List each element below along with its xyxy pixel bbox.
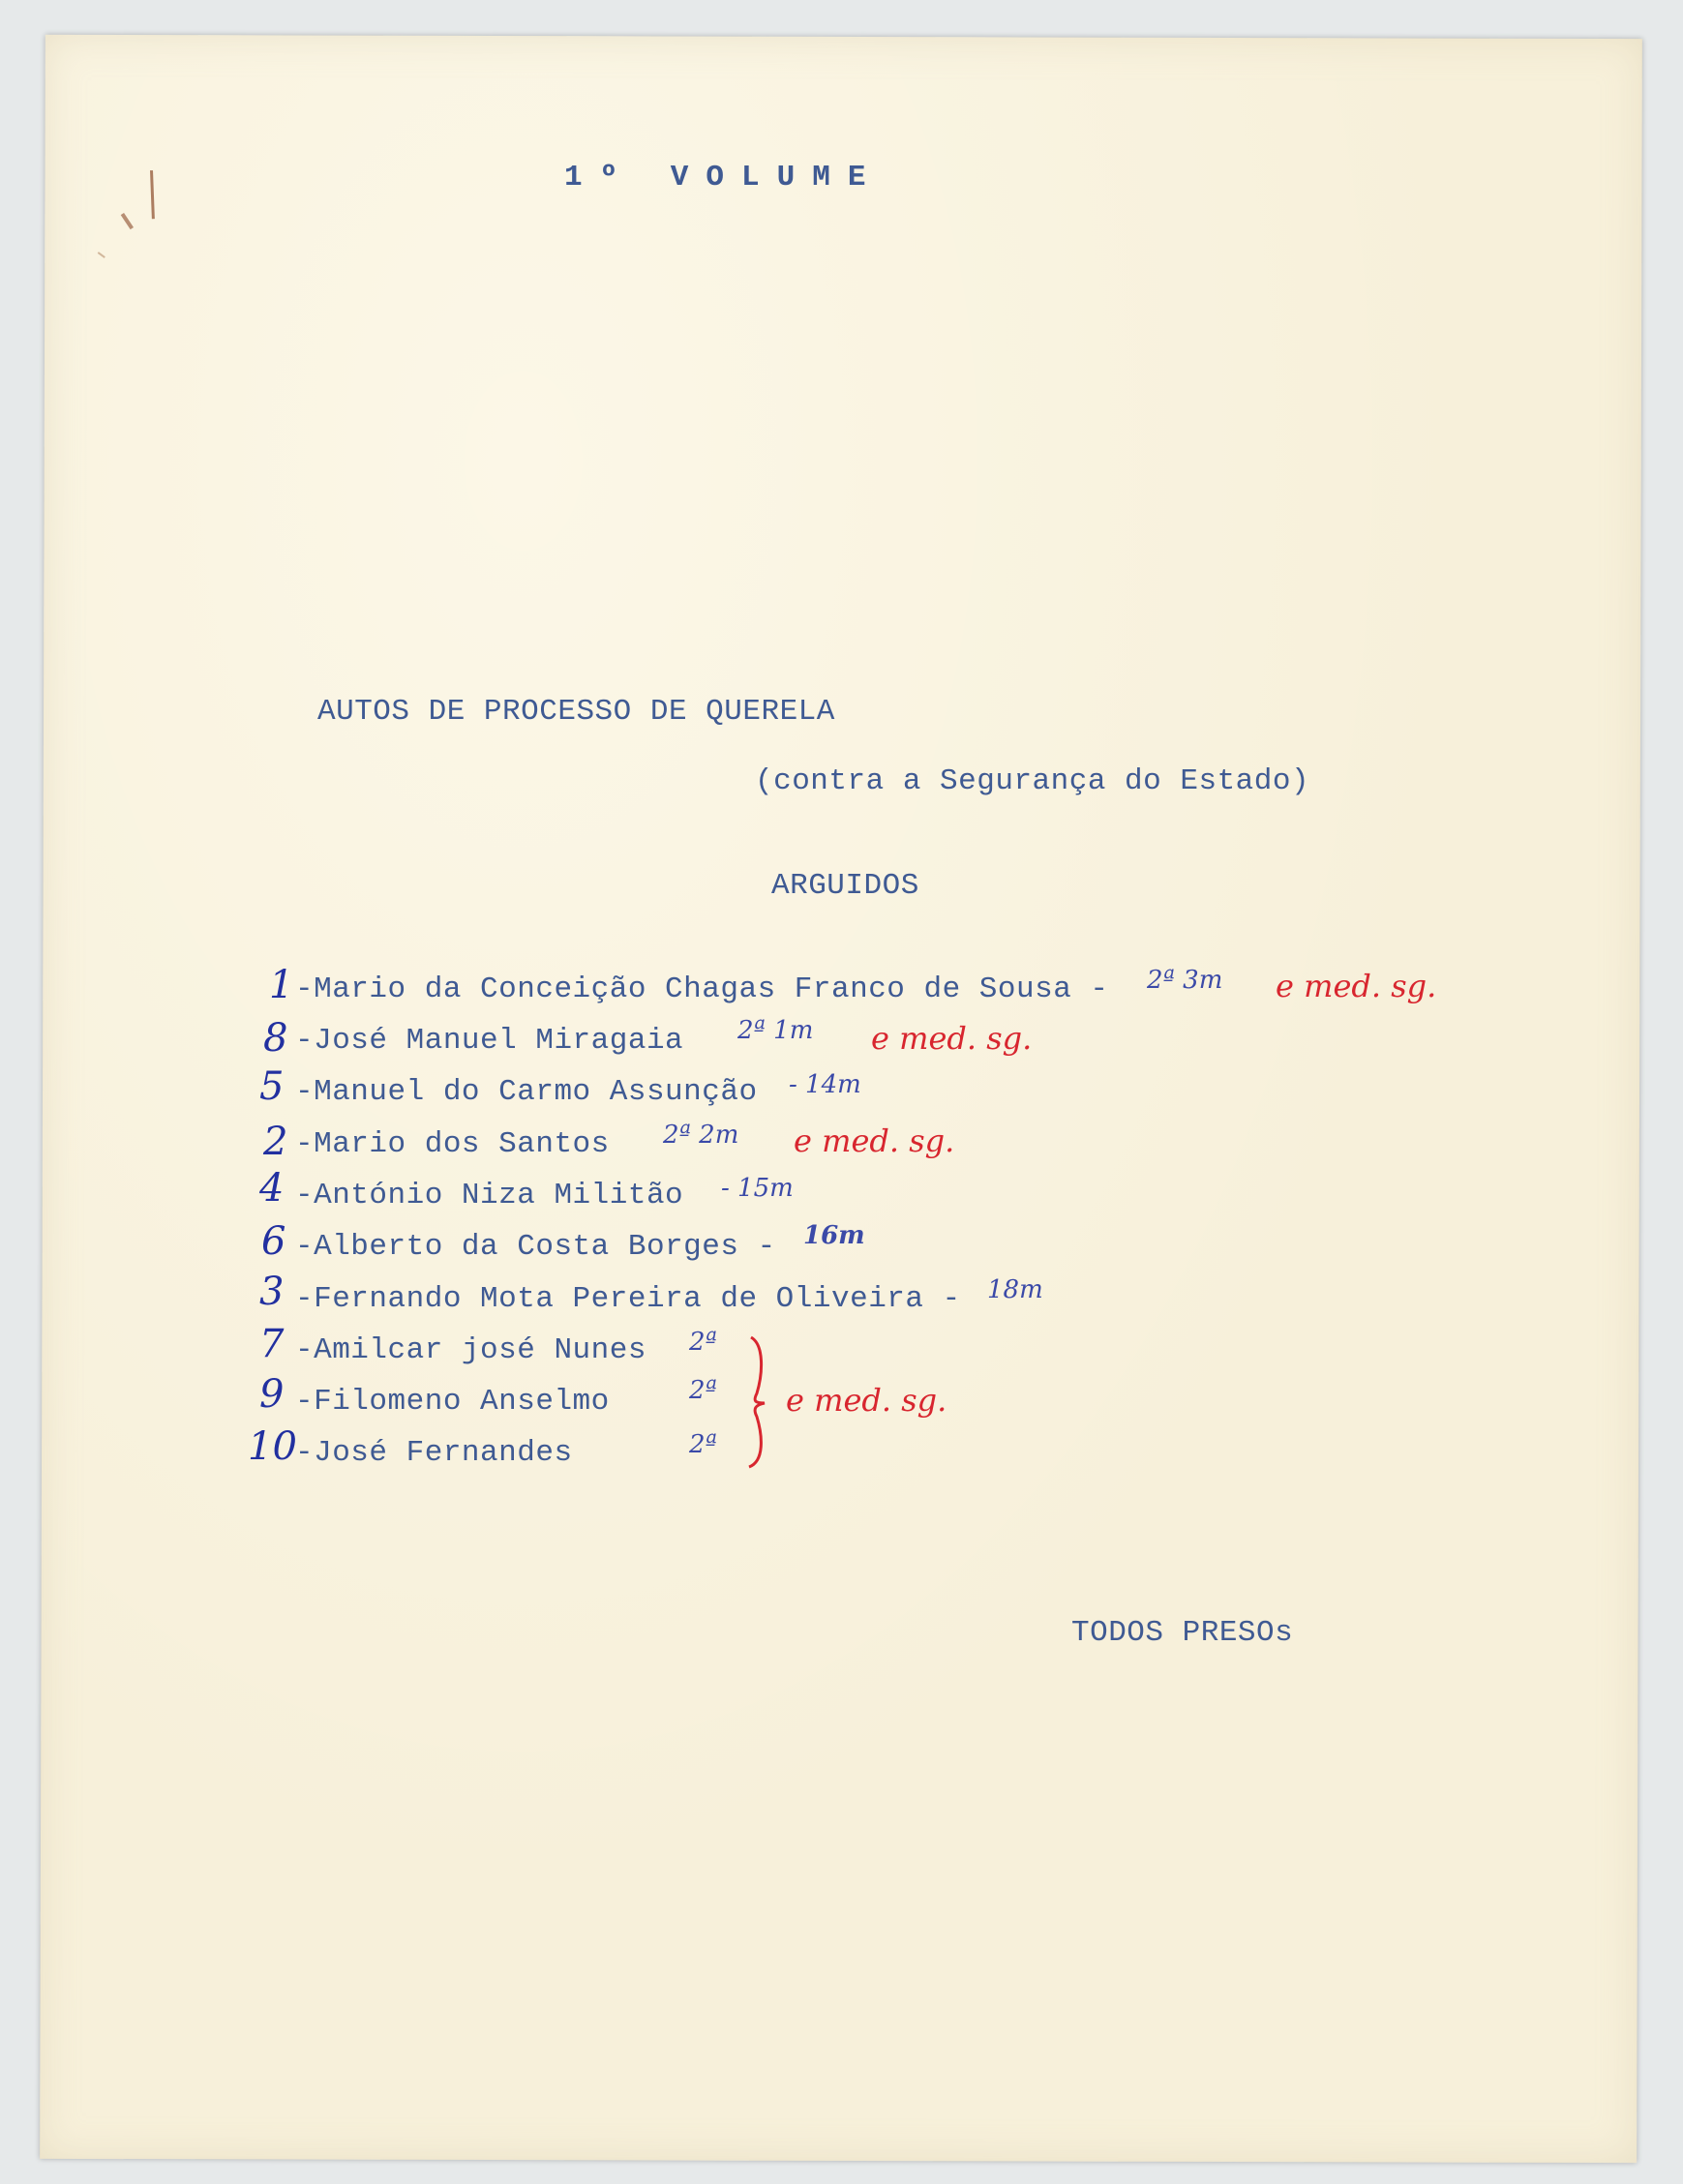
defendant-name: -Alberto da Costa Borges - (295, 1230, 776, 1264)
defendant-name: -Fernando Mota Pereira de Oliveira - (295, 1282, 961, 1316)
defendant-note: e med. sg. (1276, 968, 1437, 1004)
defendant-name: -José Fernandes (295, 1436, 573, 1470)
defendant-number: 10 (248, 1424, 297, 1469)
document-title: AUTOS DE PROCESSO DE QUERELA (317, 695, 835, 729)
defendant-number: 2 (263, 1120, 288, 1164)
defendant-grade: 18m (987, 1275, 1043, 1304)
defendant-name: -Mario dos Santos (295, 1127, 610, 1161)
defendant-note: e med. sg. (794, 1122, 955, 1159)
defendant-name: -Manuel do Carmo Assunção (295, 1075, 758, 1109)
defendant-name: -António Niza Militão (295, 1179, 684, 1212)
defendant-grade: - 15m (721, 1174, 794, 1203)
defendant-name: -Amilcar josé Nunes (295, 1333, 646, 1367)
defendant-grade: 16m (803, 1221, 865, 1250)
defendant-grade: 2ª 1m (737, 1016, 814, 1045)
document-subtitle: (contra a Segurança do Estado) (755, 764, 1310, 798)
defendant-name: -Mario da Conceição Chagas Franco de Sousa - (295, 972, 1109, 1006)
defendant-note: e med. sg. (871, 1020, 1033, 1057)
section-heading: ARGUIDOS (771, 869, 919, 903)
defendant-number: 7 (259, 1322, 285, 1366)
defendant-grade: 2ª (689, 1328, 717, 1357)
defendant-number: 1 (269, 963, 294, 1007)
defendant-grade: 2ª 2m (663, 1121, 739, 1150)
defendant-number: 3 (259, 1270, 285, 1314)
defendant-number: 5 (259, 1064, 285, 1109)
defendant-name: -Filomeno Anselmo (295, 1385, 610, 1419)
rust-stain (93, 161, 170, 267)
defendant-grade: 2ª (689, 1376, 717, 1405)
volume-header: 1º VOLUME (564, 161, 884, 194)
red-brace (743, 1335, 782, 1471)
defendant-grade: - 14m (789, 1070, 861, 1099)
defendant-number: 8 (263, 1016, 288, 1061)
group-note: e med. sg. (786, 1382, 947, 1419)
defendant-name: -José Manuel Miragaia (295, 1024, 684, 1058)
defendant-grade: 2ª (689, 1430, 717, 1459)
footer-status: TODOS PRESOs (1071, 1616, 1294, 1650)
defendant-number: 6 (261, 1219, 286, 1264)
defendant-number: 4 (259, 1166, 285, 1211)
defendant-number: 9 (259, 1372, 285, 1417)
defendant-grade: 2ª 3m (1147, 966, 1223, 995)
